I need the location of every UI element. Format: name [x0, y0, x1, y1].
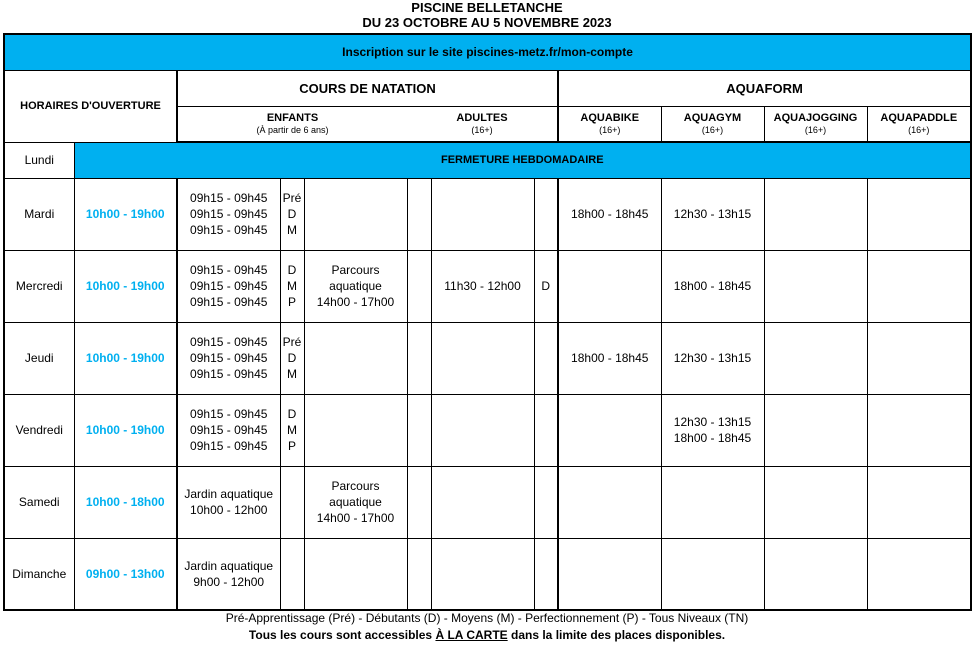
kids-extra-line: aquatique — [329, 495, 382, 509]
aquabike-time: 18h00 - 18h45 — [571, 351, 649, 365]
opening-hours: 10h00 - 18h00 — [74, 466, 177, 538]
kids-extra-activity — [304, 394, 407, 466]
aquajogging-header — [764, 106, 867, 142]
aquajogging-times — [764, 538, 867, 610]
aquapaddle-times — [867, 394, 971, 466]
kids-lesson-levels — [280, 250, 304, 322]
aquapaddle-times — [867, 538, 971, 610]
adults-header — [407, 106, 558, 142]
aquajogging-times — [764, 394, 867, 466]
aquagym-time: 12h30 - 13h15 — [673, 415, 752, 429]
kids-extra-level — [407, 538, 431, 610]
weekly-closure-banner: FERMETURE HEBDOMADAIRE — [74, 142, 971, 178]
kids-lesson-times — [177, 394, 280, 466]
aquagym-times — [661, 178, 764, 250]
kids-lesson-time: 10h00 - 12h00 — [190, 503, 268, 517]
adults-age-note: (16+) — [471, 124, 493, 135]
kids-extra-level — [407, 178, 431, 250]
kids-lesson-time: 9h00 - 12h00 — [193, 574, 265, 589]
aquagym-time: 12h30 - 13h15 — [673, 351, 752, 365]
aquapaddle-times — [867, 178, 971, 250]
footer-note-end: dans la limite des places disponibles. — [507, 628, 726, 642]
opening-hours: 10h00 - 19h00 — [74, 394, 177, 466]
kids-lesson-times — [177, 178, 280, 250]
adults-lesson-level — [534, 394, 558, 466]
aquapaddle-header — [867, 106, 971, 142]
lesson-level: P — [287, 439, 296, 453]
kids-extra-activity — [304, 466, 407, 538]
aquajogging-times — [764, 466, 867, 538]
aquajogging-times — [764, 178, 867, 250]
table-row — [4, 250, 971, 322]
kids-extra-activity — [304, 322, 407, 394]
aquajogging-times — [764, 250, 867, 322]
lesson-level: D — [287, 207, 297, 221]
adults-lesson-level — [534, 466, 558, 538]
kids-extra-level — [407, 250, 431, 322]
kids-lesson-time: 09h15 - 09h45 — [190, 295, 268, 309]
table-row — [4, 538, 971, 610]
kids-lesson-times — [177, 466, 280, 538]
lesson-level: D — [287, 263, 297, 277]
table-row — [4, 178, 971, 250]
aquagym-time: 12h30 - 13h15 — [673, 207, 752, 221]
swim-lessons-header: COURS DE NATATION — [177, 70, 558, 106]
lesson-level: M — [287, 423, 297, 437]
lesson-level: M — [287, 223, 297, 237]
aquabike-times — [558, 394, 661, 466]
kids-lesson-levels — [280, 322, 304, 394]
table-row — [4, 142, 971, 178]
kids-label: ENFANTS — [266, 111, 319, 124]
page-subtitle: DU 23 OCTOBRE AU 5 NOVEMBRE 2023 — [362, 15, 612, 30]
lesson-level: Pré — [282, 335, 302, 349]
lesson-level: Pré — [282, 191, 302, 205]
kids-extra-line: 14h00 - 17h00 — [316, 295, 395, 309]
aquapaddle-label: AQUAPADDLE — [880, 111, 958, 124]
aquabike-age-note: (16+) — [599, 124, 621, 135]
table-row — [4, 322, 971, 394]
aquagym-times — [661, 394, 764, 466]
kids-lesson-time: 09h15 - 09h45 — [190, 207, 268, 221]
table-row — [4, 466, 971, 538]
page-title: PISCINE BELLETANCHE — [411, 0, 563, 15]
aquabike-times — [558, 250, 661, 322]
aquajogging-times — [764, 322, 867, 394]
aquagym-times — [661, 466, 764, 538]
kids-extra-activity — [304, 538, 407, 610]
kids-extra-level — [407, 322, 431, 394]
kids-extra-level — [407, 466, 431, 538]
kids-lesson-time: 09h15 - 09h45 — [190, 367, 268, 381]
kids-lesson-time: 09h15 - 09h45 — [190, 223, 268, 237]
adults-lesson-level — [534, 538, 558, 610]
aquabike-time: 18h00 - 18h45 — [571, 207, 649, 221]
schedule-table — [3, 33, 972, 611]
kids-lesson-time: 09h15 - 09h45 — [190, 439, 268, 453]
kids-lesson-levels — [280, 538, 304, 610]
kids-extra-activity — [304, 178, 407, 250]
aquagym-times — [661, 250, 764, 322]
opening-hours: 10h00 - 19h00 — [74, 322, 177, 394]
aquagym-time: 18h00 - 18h45 — [673, 431, 752, 445]
day-label: Lundi — [4, 142, 74, 178]
adults-lesson-time — [431, 394, 534, 466]
adults-lesson-level — [534, 322, 558, 394]
adults-lesson-level: D — [534, 250, 558, 322]
kids-extra-activity — [304, 250, 407, 322]
aquagym-age-note: (16+) — [701, 124, 724, 135]
lesson-level: D — [287, 351, 297, 365]
aquabike-times — [558, 466, 661, 538]
aquagym-times — [661, 538, 764, 610]
kids-extra-line: 14h00 - 17h00 — [316, 511, 395, 525]
day-label: Jeudi — [4, 322, 74, 394]
aquajogging-label: AQUAJOGGING — [773, 111, 858, 124]
a-la-carte-text: À LA CARTE — [435, 628, 508, 642]
adults-lesson-time: 11h30 - 12h00 — [431, 250, 534, 322]
kids-extra-line: Parcours — [331, 263, 380, 277]
aquabike-times — [558, 178, 661, 250]
kids-lesson-times — [177, 322, 280, 394]
level-legend: Pré-Apprentissage (Pré) - Débutants (D) - Moyens (M) - Perfectionnement (P) - Tous Niveaux (TN) — [225, 611, 749, 625]
adults-lesson-time — [431, 466, 534, 538]
adults-lesson-time — [431, 178, 534, 250]
kids-lesson-time: 09h15 - 09h45 — [190, 279, 268, 293]
day-label: Samedi — [4, 466, 74, 538]
aquagym-time: 18h00 - 18h45 — [673, 279, 752, 293]
kids-lesson-levels — [280, 178, 304, 250]
footer-note-start: Tous les cours sont accessibles — [248, 628, 436, 642]
kids-lesson-levels — [280, 466, 304, 538]
kids-lesson-time: 09h15 - 09h45 — [190, 263, 268, 277]
adults-label: ADULTES — [456, 111, 508, 124]
aquajogging-age-note: (16+) — [804, 124, 827, 135]
opening-hours: 10h00 - 19h00 — [74, 250, 177, 322]
aquabike-label: AQUABIKE — [580, 111, 640, 124]
lesson-level: D — [287, 407, 297, 421]
opening-hours: 09h00 - 13h00 — [74, 538, 177, 610]
kids-lesson-time: 09h15 - 09h45 — [190, 423, 268, 437]
opening-hours: 10h00 - 19h00 — [74, 178, 177, 250]
kids-lesson-time: Jardin aquatique — [184, 558, 274, 573]
kids-header — [177, 106, 407, 142]
aquabike-times — [558, 538, 661, 610]
day-label: Vendredi — [4, 394, 74, 466]
adults-lesson-time — [431, 538, 534, 610]
aquapaddle-times — [867, 322, 971, 394]
kids-lesson-times — [177, 250, 280, 322]
registration-banner: Inscription sur le site piscines-metz.fr/mon-compte — [4, 34, 971, 70]
kids-lesson-times — [177, 538, 280, 610]
footer-note — [0, 628, 974, 642]
kids-age-note: (À partir de 6 ans) — [256, 124, 329, 135]
table-row — [4, 394, 971, 466]
lesson-level: M — [287, 279, 297, 293]
kids-lesson-time: 09h15 - 09h45 — [190, 335, 268, 349]
kids-extra-line: aquatique — [329, 279, 382, 293]
kids-extra-level — [407, 394, 431, 466]
day-label: Mardi — [4, 178, 74, 250]
lesson-level: M — [287, 367, 297, 381]
aquagym-header — [661, 106, 764, 142]
aquapaddle-age-note: (16+) — [908, 124, 930, 135]
aquabike-times — [558, 322, 661, 394]
kids-lesson-time: 09h15 - 09h45 — [190, 351, 268, 365]
aquagym-label: AQUAGYM — [683, 111, 742, 124]
adults-lesson-time — [431, 322, 534, 394]
adults-lesson-level — [534, 178, 558, 250]
hours-column-header: HORAIRES D'OUVERTURE — [4, 70, 177, 142]
lesson-level: P — [287, 295, 296, 309]
aquabike-header — [558, 106, 661, 142]
kids-extra-line: Parcours — [331, 479, 380, 493]
day-label: Mercredi — [4, 250, 74, 322]
aquaform-header: AQUAFORM — [558, 70, 971, 106]
aquagym-times — [661, 322, 764, 394]
kids-lesson-time: 09h15 - 09h45 — [190, 407, 268, 421]
kids-lesson-time: 09h15 - 09h45 — [190, 191, 268, 205]
kids-lesson-levels — [280, 394, 304, 466]
aquapaddle-times — [867, 466, 971, 538]
aquapaddle-times — [867, 250, 971, 322]
day-label: Dimanche — [4, 538, 74, 610]
kids-lesson-time: Jardin aquatique — [184, 487, 274, 501]
